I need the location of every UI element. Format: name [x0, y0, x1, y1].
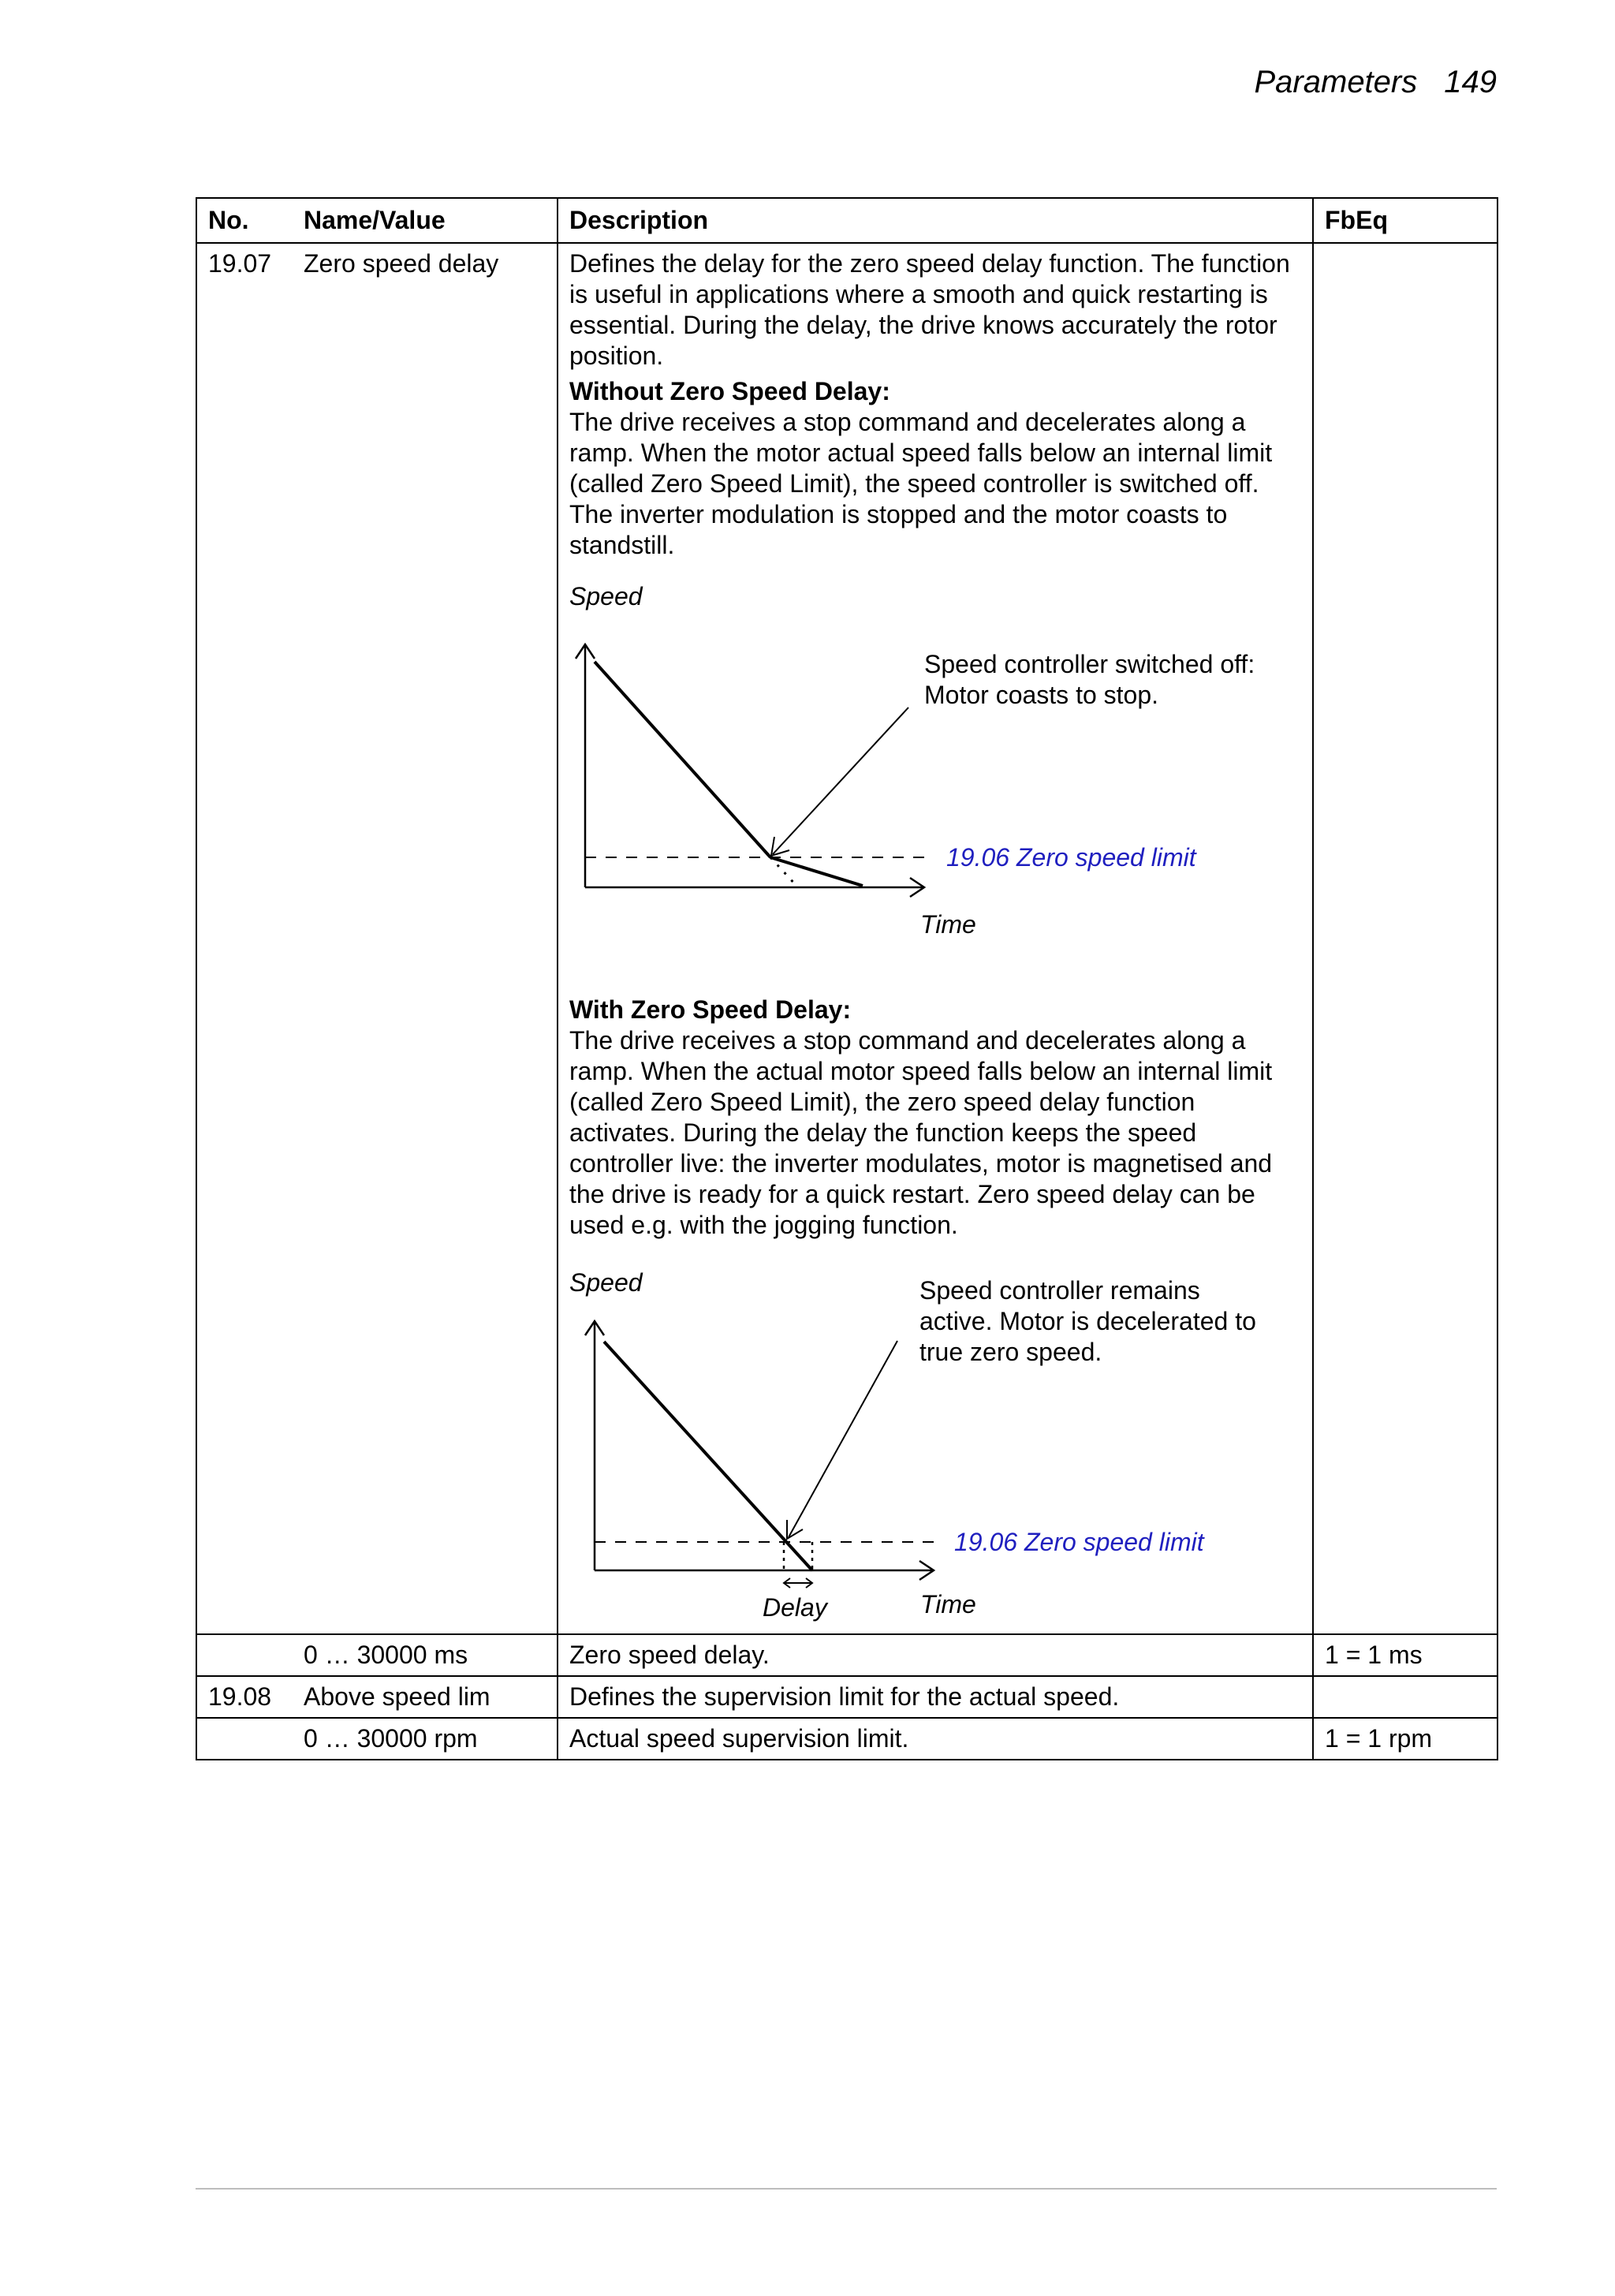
- param-number: 19.08: [196, 1676, 293, 1718]
- table-row-19-08: [196, 1676, 1498, 1718]
- without-delay-text: The drive receives a stop command and decelerates along a ramp. When the motor actual speed falls below an internal limit (called Zero Speed Limit), the speed controller is switched off. The inverter modulation is stopped and the motor coasts to standstill.: [569, 408, 1273, 559]
- annotation-pointer: [789, 1341, 897, 1537]
- delay-label: Delay: [763, 1593, 827, 1622]
- value-fbeq: 1 = 1 rpm: [1313, 1718, 1498, 1760]
- speed-axis-label: Speed: [569, 1268, 643, 1297]
- time-axis-label: Time: [920, 910, 976, 939]
- diagram-with-delay: [569, 1268, 1303, 1629]
- param-description: Defines the supervision limit for the actual speed.: [558, 1676, 1313, 1718]
- intro-text: Defines the delay for the zero speed delay function. The function is useful in applications where a smooth and quick restarting is essential. During the delay, the drive knows accurately the rotor position.: [569, 249, 1290, 370]
- col-header-no: No.: [196, 198, 293, 243]
- page-number: 149: [1444, 65, 1497, 99]
- section-title: Parameters: [1254, 65, 1418, 99]
- zero-speed-limit-label: 19.06 Zero speed limit: [946, 843, 1196, 872]
- with-delay-heading: With Zero Speed Delay:: [569, 995, 852, 1024]
- annotation-line-2: active. Motor is decelerated to: [919, 1307, 1256, 1335]
- diagram-with-delay-svg: [569, 1268, 1303, 1629]
- annotation-line-3: true zero speed.: [919, 1338, 1102, 1366]
- table-row-19-07-value: [196, 1634, 1498, 1676]
- param-number: [196, 1634, 293, 1676]
- page-header: [1255, 65, 1498, 100]
- with-delay-text: The drive receives a stop command and decelerates along a ramp. When the actual motor speed falls below an internal limit (called Zero Speed Limit), the zero speed delay function activates. During the delay the function keeps the speed controller live: the inverter modulates, motor is magnetised and the drive is ready for a quick restart. Zero speed delay can be used e.g. with the jogging function.: [569, 1026, 1273, 1239]
- col-header-description: Description: [558, 198, 1313, 243]
- deceleration-ramp: [595, 662, 770, 857]
- parameter-table: [196, 197, 1498, 1760]
- param-number: 19.07: [196, 243, 293, 1634]
- param-name: Above speed lim: [293, 1676, 558, 1718]
- col-header-name: Name/Value: [293, 198, 558, 243]
- param-number: [196, 1718, 293, 1760]
- value-range: 0 … 30000 rpm: [293, 1718, 558, 1760]
- annotation-line-1: Speed controller remains: [919, 1276, 1200, 1305]
- coast-line: [770, 857, 863, 886]
- value-range: 0 … 30000 ms: [293, 1634, 558, 1676]
- without-delay-heading: Without Zero Speed Delay:: [569, 377, 890, 405]
- value-description: Actual speed supervision limit.: [558, 1718, 1313, 1760]
- table-row-19-07: [196, 243, 1498, 1634]
- deceleration-ramp: [604, 1342, 812, 1570]
- param-fbeq: [1313, 243, 1498, 1634]
- table-header-row: [196, 198, 1498, 243]
- zero-speed-limit-label: 19.06 Zero speed limit: [954, 1528, 1204, 1556]
- annotation-pointer: [773, 707, 908, 854]
- param-name: Zero speed delay: [293, 243, 558, 1634]
- value-description: Zero speed delay.: [558, 1634, 1313, 1676]
- annotation-line-2: Motor coasts to stop.: [924, 681, 1159, 709]
- diagram-without-delay: [569, 582, 1303, 950]
- param-fbeq: [1313, 1676, 1498, 1718]
- param-description: [558, 243, 1313, 1634]
- time-axis-label: Time: [920, 1590, 976, 1618]
- footer-rule: [196, 2188, 1497, 2190]
- annotation-line-1: Speed controller switched off:: [924, 650, 1255, 678]
- col-header-fbeq: FbEq: [1313, 198, 1498, 243]
- table-row-19-08-value: [196, 1718, 1498, 1760]
- diagram-without-delay-svg: [569, 582, 1303, 950]
- speed-axis-label: Speed: [569, 582, 643, 610]
- value-fbeq: 1 = 1 ms: [1313, 1634, 1498, 1676]
